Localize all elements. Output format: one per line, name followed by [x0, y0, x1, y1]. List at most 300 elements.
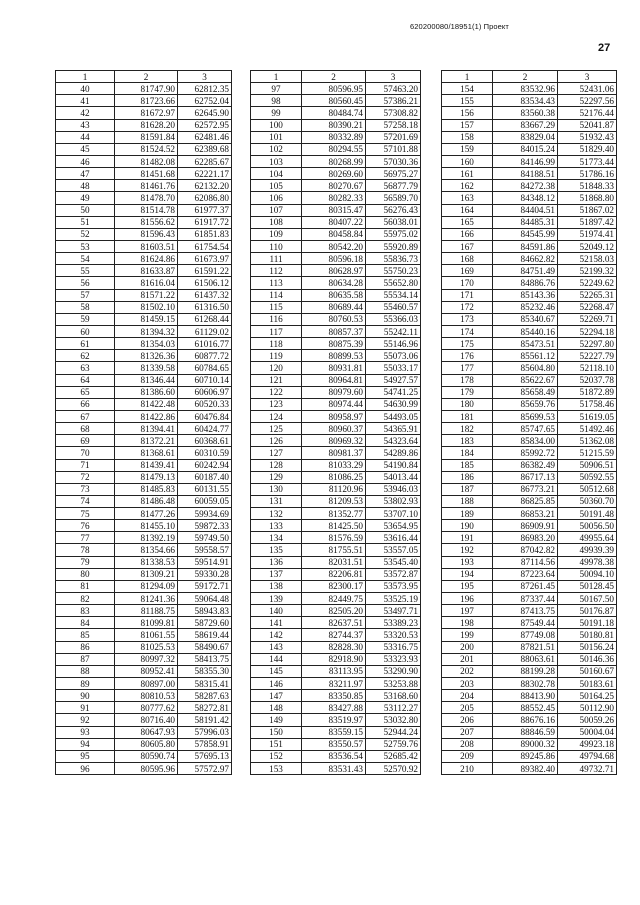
x-coordinate-cell: 84485.31	[493, 216, 558, 228]
point-number-cell: 86	[56, 641, 115, 653]
y-coordinate-cell: 57572.97	[178, 763, 232, 775]
point-number-cell: 77	[56, 532, 115, 544]
table-row	[442, 143, 617, 155]
x-coordinate-cell: 80269.60	[302, 168, 366, 180]
point-number-cell: 162	[442, 180, 493, 192]
point-number-cell: 145	[251, 665, 302, 677]
point-number-cell: 100	[251, 119, 302, 131]
coordinate-table-1	[55, 70, 232, 775]
y-coordinate-cell: 52570.92	[366, 763, 421, 775]
point-number-cell: 110	[251, 240, 302, 252]
x-coordinate-cell: 80590.74	[115, 750, 178, 762]
x-coordinate-cell: 82300.17	[302, 580, 366, 592]
table-row	[56, 350, 232, 362]
x-coordinate-cell: 87821.51	[493, 641, 558, 653]
x-coordinate-cell: 81439.41	[115, 459, 178, 471]
point-number-cell: 58	[56, 301, 115, 313]
point-number-cell: 190	[442, 520, 493, 532]
point-number-cell: 177	[442, 362, 493, 374]
table-row	[56, 107, 232, 119]
x-coordinate-cell: 85143.36	[493, 289, 558, 301]
point-number-cell: 129	[251, 471, 302, 483]
point-number-cell: 111	[251, 253, 302, 265]
table-row	[442, 447, 617, 459]
y-coordinate-cell: 51867.02	[558, 204, 617, 216]
x-coordinate-cell: 85340.67	[493, 313, 558, 325]
point-number-cell: 205	[442, 702, 493, 714]
y-coordinate-cell: 53525.19	[366, 593, 421, 605]
table-row	[56, 738, 232, 750]
point-number-cell: 91	[56, 702, 115, 714]
point-number-cell: 87	[56, 653, 115, 665]
table-row	[56, 180, 232, 192]
x-coordinate-cell: 81294.09	[115, 580, 178, 592]
x-coordinate-cell: 81524.52	[115, 143, 178, 155]
x-coordinate-cell: 81354.03	[115, 338, 178, 350]
point-number-cell: 186	[442, 471, 493, 483]
point-number-cell: 167	[442, 240, 493, 252]
table-row	[56, 362, 232, 374]
x-coordinate-cell: 81485.83	[115, 483, 178, 495]
table-row	[442, 678, 617, 690]
point-number-cell: 93	[56, 726, 115, 738]
x-coordinate-cell: 80931.81	[302, 362, 366, 374]
point-number-cell: 106	[251, 192, 302, 204]
y-coordinate-cell: 52294.18	[558, 325, 617, 337]
point-number-cell: 45	[56, 143, 115, 155]
y-coordinate-cell: 58943.83	[178, 605, 232, 617]
point-number-cell: 89	[56, 678, 115, 690]
table-row	[56, 192, 232, 204]
table-row	[442, 617, 617, 629]
table-row	[56, 641, 232, 653]
table-row	[251, 617, 421, 629]
x-coordinate-cell: 81394.32	[115, 325, 178, 337]
table-row	[251, 714, 421, 726]
y-coordinate-cell: 49939.39	[558, 544, 617, 556]
y-coordinate-cell: 51758.46	[558, 398, 617, 410]
y-coordinate-cell: 57030.36	[366, 155, 421, 167]
point-number-cell: 158	[442, 131, 493, 143]
point-number-cell: 132	[251, 508, 302, 520]
point-number-cell: 94	[56, 738, 115, 750]
table-row	[442, 471, 617, 483]
x-coordinate-cell: 83427.88	[302, 702, 366, 714]
y-coordinate-cell: 58287.63	[178, 690, 232, 702]
point-number-cell: 102	[251, 143, 302, 155]
x-coordinate-cell: 84404.51	[493, 204, 558, 216]
table-row	[442, 580, 617, 592]
point-number-cell: 187	[442, 483, 493, 495]
y-coordinate-cell: 51868.80	[558, 192, 617, 204]
table-row	[251, 216, 421, 228]
column-header: 2	[302, 71, 366, 83]
y-coordinate-cell: 54630.99	[366, 398, 421, 410]
x-coordinate-cell: 87114.56	[493, 556, 558, 568]
x-coordinate-cell: 80596.18	[302, 253, 366, 265]
y-coordinate-cell: 55975.02	[366, 228, 421, 240]
table-row	[56, 435, 232, 447]
y-coordinate-cell: 57101.88	[366, 143, 421, 155]
x-coordinate-cell: 80596.95	[302, 83, 366, 95]
y-coordinate-cell: 59514.91	[178, 556, 232, 568]
x-coordinate-cell: 85232.46	[493, 301, 558, 313]
x-coordinate-cell: 80595.96	[115, 763, 178, 775]
table-row	[56, 398, 232, 410]
x-coordinate-cell: 80270.67	[302, 180, 366, 192]
y-coordinate-cell: 54013.44	[366, 471, 421, 483]
y-coordinate-cell: 50592.55	[558, 471, 617, 483]
y-coordinate-cell: 57996.03	[178, 726, 232, 738]
x-coordinate-cell: 81209.53	[302, 495, 366, 507]
y-coordinate-cell: 50160.67	[558, 665, 617, 677]
y-coordinate-cell: 58413.75	[178, 653, 232, 665]
point-number-cell: 188	[442, 495, 493, 507]
y-coordinate-cell: 57308.82	[366, 107, 421, 119]
table-row	[251, 738, 421, 750]
table-row	[251, 119, 421, 131]
table-row	[442, 593, 617, 605]
table-row	[56, 447, 232, 459]
y-coordinate-cell: 51829.40	[558, 143, 617, 155]
table-row	[251, 253, 421, 265]
x-coordinate-cell: 81394.41	[115, 423, 178, 435]
x-coordinate-cell: 81425.50	[302, 520, 366, 532]
y-coordinate-cell: 51848.33	[558, 180, 617, 192]
table-row	[442, 313, 617, 325]
x-coordinate-cell: 85992.72	[493, 447, 558, 459]
x-coordinate-cell: 81556.62	[115, 216, 178, 228]
table-header-row	[56, 71, 232, 83]
table-row	[251, 520, 421, 532]
point-number-cell: 182	[442, 423, 493, 435]
table-row	[56, 653, 232, 665]
table-row	[56, 665, 232, 677]
y-coordinate-cell: 55750.23	[366, 265, 421, 277]
point-number-cell: 83	[56, 605, 115, 617]
x-coordinate-cell: 83211.97	[302, 678, 366, 690]
x-coordinate-cell: 88676.16	[493, 714, 558, 726]
x-coordinate-cell: 81392.19	[115, 532, 178, 544]
point-number-cell: 152	[251, 750, 302, 762]
table-row	[442, 653, 617, 665]
y-coordinate-cell: 60310.59	[178, 447, 232, 459]
table-row	[251, 471, 421, 483]
point-number-cell: 88	[56, 665, 115, 677]
point-number-cell: 169	[442, 265, 493, 277]
point-number-cell: 63	[56, 362, 115, 374]
point-number-cell: 120	[251, 362, 302, 374]
y-coordinate-cell: 55460.57	[366, 301, 421, 313]
x-coordinate-cell: 81422.86	[115, 410, 178, 422]
table-row	[251, 495, 421, 507]
table-row	[442, 386, 617, 398]
page-number: 27	[598, 42, 611, 54]
table-row	[442, 180, 617, 192]
y-coordinate-cell: 50128.45	[558, 580, 617, 592]
coordinate-table-3	[441, 70, 617, 775]
table-row	[56, 678, 232, 690]
y-coordinate-cell: 50360.70	[558, 495, 617, 507]
x-coordinate-cell: 80857.37	[302, 325, 366, 337]
table-row	[251, 629, 421, 641]
point-number-cell: 124	[251, 410, 302, 422]
table-row	[442, 738, 617, 750]
x-coordinate-cell: 83550.57	[302, 738, 366, 750]
table-row	[251, 690, 421, 702]
y-coordinate-cell: 51974.41	[558, 228, 617, 240]
point-number-cell: 144	[251, 653, 302, 665]
table-row	[442, 325, 617, 337]
table-row	[251, 750, 421, 762]
y-coordinate-cell: 52199.32	[558, 265, 617, 277]
x-coordinate-cell: 80407.22	[302, 216, 366, 228]
table-row	[251, 301, 421, 313]
point-number-cell: 117	[251, 325, 302, 337]
point-number-cell: 125	[251, 423, 302, 435]
y-coordinate-cell: 51932.43	[558, 131, 617, 143]
x-coordinate-cell: 85699.53	[493, 410, 558, 422]
y-coordinate-cell: 51897.42	[558, 216, 617, 228]
y-coordinate-cell: 52041.87	[558, 119, 617, 131]
table-row	[56, 714, 232, 726]
point-number-cell: 135	[251, 544, 302, 556]
point-number-cell: 43	[56, 119, 115, 131]
point-number-cell: 199	[442, 629, 493, 641]
point-number-cell: 210	[442, 763, 493, 775]
table-row	[442, 265, 617, 277]
y-coordinate-cell: 53112.27	[366, 702, 421, 714]
table-row	[251, 313, 421, 325]
point-number-cell: 165	[442, 216, 493, 228]
y-coordinate-cell: 58619.44	[178, 629, 232, 641]
y-coordinate-cell: 56589.70	[366, 192, 421, 204]
y-coordinate-cell: 57463.20	[366, 83, 421, 95]
y-coordinate-cell: 50056.50	[558, 520, 617, 532]
x-coordinate-cell: 87337.44	[493, 593, 558, 605]
table-row	[442, 605, 617, 617]
table-header-row	[251, 71, 421, 83]
x-coordinate-cell: 81241.36	[115, 593, 178, 605]
y-coordinate-cell: 54323.64	[366, 435, 421, 447]
point-number-cell: 112	[251, 265, 302, 277]
point-number-cell: 66	[56, 398, 115, 410]
point-number-cell: 68	[56, 423, 115, 435]
table-row	[56, 277, 232, 289]
table-row	[442, 83, 617, 95]
table-row	[442, 435, 617, 447]
x-coordinate-cell: 80332.89	[302, 131, 366, 143]
table-row	[251, 532, 421, 544]
point-number-cell: 157	[442, 119, 493, 131]
table-row	[251, 653, 421, 665]
point-number-cell: 97	[251, 83, 302, 95]
point-number-cell: 176	[442, 350, 493, 362]
y-coordinate-cell: 49978.38	[558, 556, 617, 568]
x-coordinate-cell: 86717.13	[493, 471, 558, 483]
x-coordinate-cell: 81120.96	[302, 483, 366, 495]
x-coordinate-cell: 85658.49	[493, 386, 558, 398]
x-coordinate-cell: 81672.97	[115, 107, 178, 119]
x-coordinate-cell: 80390.21	[302, 119, 366, 131]
x-coordinate-cell: 80634.28	[302, 277, 366, 289]
y-coordinate-cell: 53168.60	[366, 690, 421, 702]
point-number-cell: 116	[251, 313, 302, 325]
y-coordinate-cell: 53557.05	[366, 544, 421, 556]
table-row	[251, 678, 421, 690]
point-number-cell: 78	[56, 544, 115, 556]
x-coordinate-cell: 88063.61	[493, 653, 558, 665]
point-number-cell: 119	[251, 350, 302, 362]
y-coordinate-cell: 58315.41	[178, 678, 232, 690]
table-row	[251, 83, 421, 95]
point-number-cell: 184	[442, 447, 493, 459]
x-coordinate-cell: 87042.82	[493, 544, 558, 556]
y-coordinate-cell: 59558.57	[178, 544, 232, 556]
y-coordinate-cell: 61673.97	[178, 253, 232, 265]
coordinate-table-2	[250, 70, 421, 775]
x-coordinate-cell: 81477.26	[115, 508, 178, 520]
point-number-cell: 191	[442, 532, 493, 544]
table-row	[442, 168, 617, 180]
y-coordinate-cell: 54927.57	[366, 374, 421, 386]
y-coordinate-cell: 53573.95	[366, 580, 421, 592]
point-number-cell: 62	[56, 350, 115, 362]
table-row	[251, 556, 421, 568]
point-number-cell: 59	[56, 313, 115, 325]
table-row	[251, 240, 421, 252]
table-row	[56, 119, 232, 131]
x-coordinate-cell: 85473.51	[493, 338, 558, 350]
x-coordinate-cell: 87223.64	[493, 568, 558, 580]
point-number-cell: 174	[442, 325, 493, 337]
x-coordinate-cell: 89000.32	[493, 738, 558, 750]
column-header: 1	[251, 71, 302, 83]
y-coordinate-cell: 50906.51	[558, 459, 617, 471]
y-coordinate-cell: 60187.40	[178, 471, 232, 483]
x-coordinate-cell: 80605.80	[115, 738, 178, 750]
x-coordinate-cell: 80974.44	[302, 398, 366, 410]
table-row	[251, 508, 421, 520]
table-row	[56, 253, 232, 265]
y-coordinate-cell: 50191.48	[558, 508, 617, 520]
table-row	[442, 483, 617, 495]
table-row	[442, 216, 617, 228]
x-coordinate-cell: 81451.68	[115, 168, 178, 180]
x-coordinate-cell: 80315.47	[302, 204, 366, 216]
point-number-cell: 204	[442, 690, 493, 702]
point-number-cell: 44	[56, 131, 115, 143]
y-coordinate-cell: 50156.24	[558, 641, 617, 653]
x-coordinate-cell: 80542.20	[302, 240, 366, 252]
y-coordinate-cell: 52759.76	[366, 738, 421, 750]
x-coordinate-cell: 82637.51	[302, 617, 366, 629]
point-number-cell: 134	[251, 532, 302, 544]
x-coordinate-cell: 87261.45	[493, 580, 558, 592]
x-coordinate-cell: 80777.62	[115, 702, 178, 714]
point-number-cell: 200	[442, 641, 493, 653]
table-row	[56, 617, 232, 629]
y-coordinate-cell: 55242.11	[366, 325, 421, 337]
x-coordinate-cell: 85440.16	[493, 325, 558, 337]
table-row	[442, 362, 617, 374]
table-row	[56, 374, 232, 386]
table-row	[442, 240, 617, 252]
table-row	[442, 192, 617, 204]
table-row	[251, 568, 421, 580]
x-coordinate-cell: 80979.60	[302, 386, 366, 398]
point-number-cell: 130	[251, 483, 302, 495]
column-header: 1	[442, 71, 493, 83]
table-row	[251, 168, 421, 180]
y-coordinate-cell: 58355.30	[178, 665, 232, 677]
table-row	[251, 605, 421, 617]
column-header: 2	[493, 71, 558, 83]
point-number-cell: 137	[251, 568, 302, 580]
y-coordinate-cell: 50112.90	[558, 702, 617, 714]
table-row	[251, 726, 421, 738]
x-coordinate-cell: 82449.75	[302, 593, 366, 605]
y-coordinate-cell: 54741.25	[366, 386, 421, 398]
table-row	[442, 495, 617, 507]
point-number-cell: 98	[251, 95, 302, 107]
y-coordinate-cell: 55836.73	[366, 253, 421, 265]
x-coordinate-cell: 84886.76	[493, 277, 558, 289]
x-coordinate-cell: 85659.76	[493, 398, 558, 410]
x-coordinate-cell: 89245.86	[493, 750, 558, 762]
x-coordinate-cell: 84146.99	[493, 155, 558, 167]
x-coordinate-cell: 84662.82	[493, 253, 558, 265]
x-coordinate-cell: 81025.53	[115, 641, 178, 653]
x-coordinate-cell: 86825.85	[493, 495, 558, 507]
y-coordinate-cell: 54365.91	[366, 423, 421, 435]
x-coordinate-cell: 82744.37	[302, 629, 366, 641]
point-number-cell: 149	[251, 714, 302, 726]
x-coordinate-cell: 81338.53	[115, 556, 178, 568]
y-coordinate-cell: 61016.77	[178, 338, 232, 350]
x-coordinate-cell: 81616.04	[115, 277, 178, 289]
y-coordinate-cell: 52037.78	[558, 374, 617, 386]
point-number-cell: 75	[56, 508, 115, 520]
table-row	[251, 362, 421, 374]
table-row	[442, 289, 617, 301]
y-coordinate-cell: 61268.44	[178, 313, 232, 325]
table-row	[56, 338, 232, 350]
y-coordinate-cell: 50004.04	[558, 726, 617, 738]
x-coordinate-cell: 80560.45	[302, 95, 366, 107]
table-row	[56, 228, 232, 240]
y-coordinate-cell: 53572.87	[366, 568, 421, 580]
y-coordinate-cell: 61591.22	[178, 265, 232, 277]
y-coordinate-cell: 61851.83	[178, 228, 232, 240]
x-coordinate-cell: 80897.00	[115, 678, 178, 690]
x-coordinate-cell: 81188.75	[115, 605, 178, 617]
point-number-cell: 154	[442, 83, 493, 95]
point-number-cell: 141	[251, 617, 302, 629]
y-coordinate-cell: 62221.17	[178, 168, 232, 180]
y-coordinate-cell: 52431.06	[558, 83, 617, 95]
y-coordinate-cell: 62572.95	[178, 119, 232, 131]
table-row	[251, 180, 421, 192]
table-row	[442, 338, 617, 350]
x-coordinate-cell: 85747.65	[493, 423, 558, 435]
x-coordinate-cell: 83559.15	[302, 726, 366, 738]
point-number-cell: 133	[251, 520, 302, 532]
table-row	[56, 265, 232, 277]
point-number-cell: 122	[251, 386, 302, 398]
column-header: 2	[115, 71, 178, 83]
y-coordinate-cell: 50180.81	[558, 629, 617, 641]
